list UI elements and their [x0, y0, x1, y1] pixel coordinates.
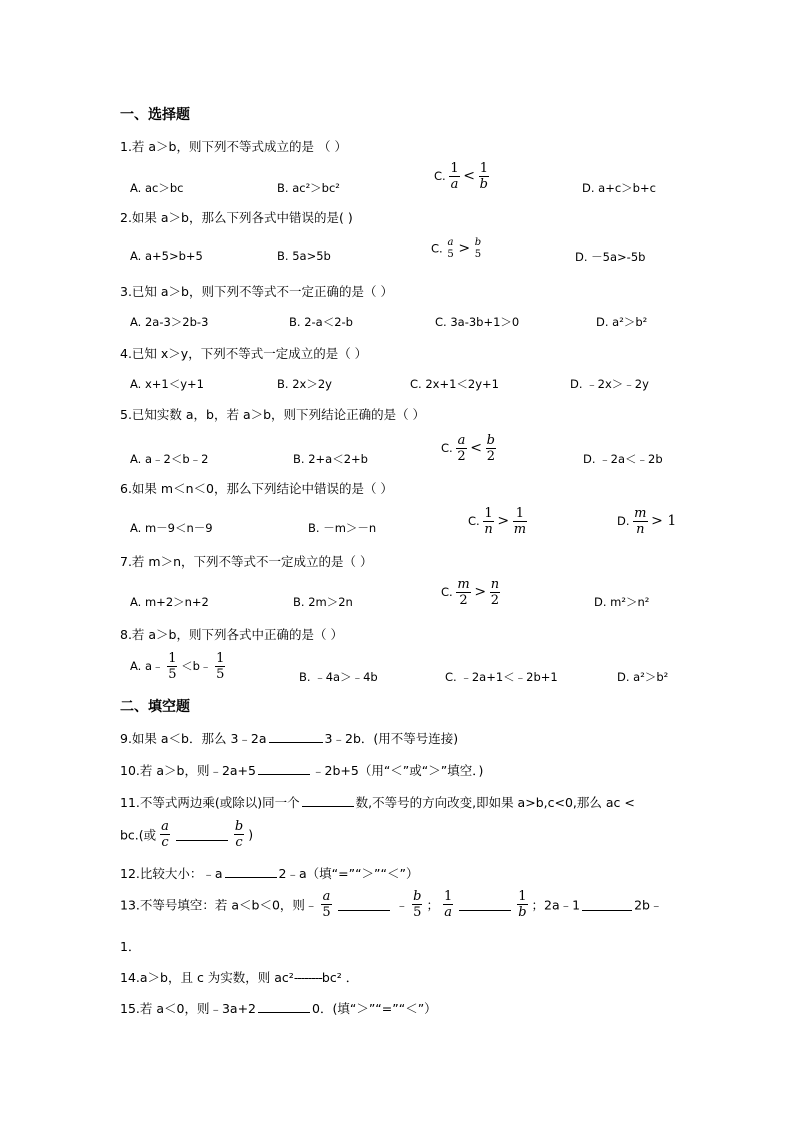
- fraction: $\frac{a}{c}$: [161, 819, 169, 850]
- question-10: 10.若 a＞b，则﹣2a+5 ﹣2b+5（用“＜”或“＞”填空．): [120, 763, 484, 778]
- fraction: $\frac{a}{5}$: [322, 889, 331, 920]
- question-1-option-d: D. a+c＞b+c: [582, 181, 656, 195]
- fraction: $\frac{1}{a}$: [443, 889, 453, 920]
- question-6-option-c: C. $\frac{1}{n}$ > $\frac{1}{m}$: [468, 506, 527, 537]
- answer-blank: [582, 899, 632, 911]
- fraction: $\frac{1}{m}$: [513, 506, 527, 537]
- answer-blank: [258, 763, 310, 775]
- question-5-option-d: D. ﹣2a＜﹣2b: [583, 452, 663, 466]
- question-1-stem: 1.若 a＞b，则下列不等式成立的是 （ ）: [120, 139, 347, 154]
- answer-blank: [176, 829, 228, 841]
- fraction: $\frac{n}{2}$: [490, 577, 500, 608]
- question-12: 12.比较大小：﹣a 2﹣a（填“=”“＞”“＜”）: [120, 866, 419, 881]
- question-15: 15.若 a＜0，则﹣3a+2 0．(填“＞”“=”“＜”）: [120, 1001, 437, 1016]
- question-1-option-b: B. ac²＞bc²: [277, 181, 340, 195]
- question-13-line-1: 13.不等号填空：若 a＜b＜0，则﹣ $\frac{a}{5}$ ﹣ $\frac{b}{5}$ ； $\frac{1}{a}$ $\frac{1}{b}$ ；2a﹣1 2b﹣: [120, 889, 663, 920]
- question-3-option-d: D. a²＞b²: [596, 315, 648, 329]
- question-7-option-a: A. m+2＞n+2: [130, 595, 209, 609]
- question-3-option-a: A. 2a-3＞2b-3: [130, 315, 209, 329]
- fraction: $\frac{1}{n}$: [484, 506, 493, 537]
- question-8-option-d: D. a²＞b²: [617, 670, 669, 684]
- question-9: 9.如果 a＜b．那么 3﹣2a 3﹣2b．(用不等号连接): [120, 731, 459, 746]
- answer-blank: [459, 899, 511, 911]
- answer-blank: [269, 731, 323, 743]
- question-5-option-b: B. 2+a＜2+b: [293, 452, 368, 466]
- question-13-line-2: 1．: [120, 939, 141, 954]
- question-2-option-c: C. a 5 > b 5: [431, 237, 482, 260]
- fraction: $\frac{1}{b}$: [479, 161, 488, 192]
- question-8-option-a: A. a﹣ $\frac{1}{5}$ ＜b﹣ $\frac{1}{5}$: [130, 651, 225, 682]
- answer-blank: [225, 866, 277, 878]
- question-5-stem: 5.已知实数 a，b，若 a＞b，则下列结论正确的是（ ）: [120, 407, 426, 422]
- question-11-line-1: 11.不等式两边乘(或除以)同一个 数,不等号的方向改变,即如果 a>b,c<0,那么 ac <: [120, 795, 635, 810]
- question-2-option-a: A. a+5>b+5: [130, 249, 203, 263]
- answer-blank: [302, 795, 354, 807]
- question-2-option-b: B. 5a>5b: [277, 249, 331, 263]
- fraction: $\frac{1}{a}$: [450, 161, 459, 192]
- question-2-stem: 2.如果 a＞b，那么下列各式中错误的是( ): [120, 210, 353, 225]
- question-4-option-d: D. ﹣2x＞﹣2y: [570, 377, 649, 391]
- question-8-stem: 8.若 a＞b，则下列各式中正确的是（ ）: [120, 627, 343, 642]
- question-11-line-2: bc.(或 $\frac{a}{c}$ $\frac{b}{c}$ ): [120, 819, 254, 850]
- fraction: $\frac{1}{5}$: [216, 651, 225, 682]
- section-heading-choice: 一、选择题: [120, 107, 190, 123]
- fraction: $\frac{b}{2}$: [486, 433, 495, 464]
- question-4-option-a: A. x+1＜y+1: [130, 377, 204, 391]
- question-6-stem: 6.如果 m＜n＜0，那么下列结论中错误的是（ ）: [120, 481, 393, 496]
- question-6-option-a: A. m－9＜n－9: [130, 521, 213, 535]
- question-8-option-b: B. ﹣4a＞﹣4b: [299, 670, 378, 684]
- question-5-option-a: A. a﹣2＜b﹣2: [130, 452, 209, 466]
- question-6-option-d: D. $\frac{m}{n}$ > 1: [617, 506, 677, 537]
- fraction: $\frac{b}{c}$: [234, 819, 244, 850]
- fraction: b 5: [474, 237, 482, 260]
- question-4-stem: 4.已知 x＞y，下列不等式一定成立的是（ ）: [120, 346, 368, 361]
- question-7-option-b: B. 2m＞2n: [293, 595, 353, 609]
- question-7-option-c: C. $\frac{m}{2}$ > $\frac{n}{2}$: [441, 577, 500, 608]
- question-6-option-b: B. －m＞－n: [308, 521, 377, 535]
- fraction: $\frac{b}{5}$: [413, 889, 422, 920]
- question-7-option-d: D. m²＞n²: [594, 595, 650, 609]
- question-7-stem: 7.若 m＞n，下列不等式不一定成立的是（ ）: [120, 554, 373, 569]
- question-3-option-b: B. 2-a＜2-b: [289, 315, 353, 329]
- section-heading-fill-blank: 二、填空题: [120, 699, 190, 715]
- question-8-option-c: C. ﹣2a+1＜﹣2b+1: [445, 670, 558, 684]
- fraction: a 5: [447, 237, 454, 260]
- question-14: 14.a＞b，且 c 为实数，则 ac²--------bc² ．: [120, 970, 359, 985]
- question-2-option-d: D. －5a>-5b: [575, 250, 646, 264]
- question-5-option-c: C. $\frac{a}{2}$ < $\frac{b}{2}$: [441, 433, 495, 464]
- question-3-option-c: C. 3a-3b+1＞0: [435, 315, 520, 329]
- fraction: $\frac{a}{2}$: [457, 433, 466, 464]
- question-1-option-a: A. ac＞bc: [130, 181, 184, 195]
- fraction: $\frac{1}{b}$: [518, 889, 527, 920]
- question-4-option-b: B. 2x＞2y: [277, 377, 332, 391]
- fraction: $\frac{m}{2}$: [457, 577, 470, 608]
- question-3-stem: 3.已知 a＞b，则下列不等式不一定正确的是（ ）: [120, 284, 393, 299]
- question-4-option-c: C. 2x+1＜2y+1: [410, 377, 499, 391]
- answer-blank: [338, 899, 390, 911]
- fraction: $\frac{1}{5}$: [168, 651, 177, 682]
- answer-blank: [258, 1001, 310, 1013]
- question-1-option-c: C. $\frac{1}{a}$ < $\frac{1}{b}$: [434, 161, 488, 192]
- fraction: $\frac{m}{n}$: [634, 506, 647, 537]
